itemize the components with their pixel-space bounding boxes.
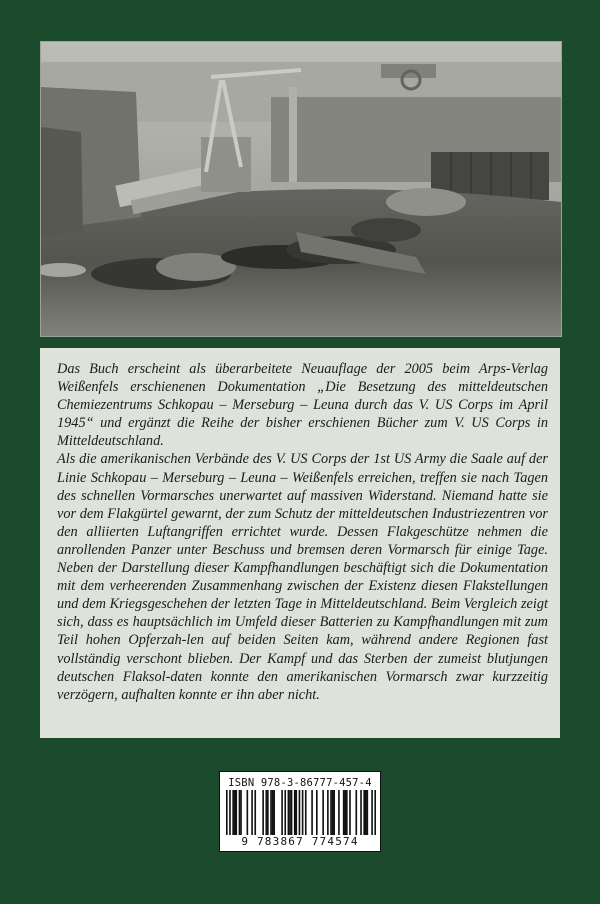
barcode-bar [251, 790, 253, 836]
barcode-bar [235, 790, 237, 836]
barcode-bar [262, 790, 264, 836]
barcode-bar [240, 790, 242, 836]
isbn-label: ISBN 978-3-86777-457-4 [228, 777, 372, 789]
barcode-bars-icon [226, 790, 376, 836]
barcode-bar [367, 790, 369, 836]
barcode-bar [295, 790, 297, 836]
barcode-bar [360, 790, 362, 836]
barcode-bar [284, 790, 286, 836]
barcode-bar [343, 790, 345, 836]
barcode-bar [299, 790, 301, 836]
barcode-bar [273, 790, 275, 836]
barcode-bar [322, 790, 324, 836]
barcode-bar [305, 790, 307, 836]
barcode-bar [363, 790, 365, 836]
barcode-bar [291, 790, 293, 836]
barcode-bar [330, 790, 332, 836]
cover-photo [40, 41, 562, 337]
blurb-panel [40, 348, 560, 738]
barcode-bar [288, 790, 290, 836]
ean-digits: 9 783867 774574 [220, 835, 380, 848]
barcode-bar [226, 790, 228, 836]
barcode-bar [332, 790, 334, 836]
barcode-bar [327, 790, 329, 836]
barcode-bar [302, 790, 304, 836]
barcode-bar [247, 790, 249, 836]
isbn-barcode [219, 771, 381, 852]
barcode-bar [371, 790, 373, 836]
barcode-bar [349, 790, 351, 836]
barcode-bar [333, 790, 335, 836]
blurb-paragraph-1: Das Buch erscheint als überarbeitete Neuauflage der 2005 beim Arps-Verlag Weißenfels erschienenen Dokumentation „Die Besetzung des mitteldeutschen Chemiezentrums Schkopau – Merseburg – Leuna durch das V. US Corps im April 1945“ und ergänzt die Reihe der bisher erschienen Bücher zum V. US Corps in Mitteldeutschland. [57, 361, 548, 450]
barcode-bar [338, 790, 340, 836]
barcode-bar [234, 790, 236, 836]
barcode-bar [265, 790, 267, 836]
barcode-bar [232, 790, 234, 836]
barcode-bar [254, 790, 256, 836]
barcode-bar [311, 790, 313, 836]
barcode-bar [267, 790, 269, 836]
barcode-bar [294, 790, 296, 836]
blurb-paragraph-2: Als die amerikanischen Verbände des V. US Corps der 1st US Army die Saale auf der Linie Schkopau – Merseburg – Leuna – Weißenfels erreichen, treffen sie nach Tagen des schnellen Vormarsches unerwartet auf massiven Widerstand. Niemand hatte sie vor dem Flakgürtel gewarnt, der zum Schutz der mitteldeutschen Industriezentren vor den alliierten Luftangriffen errichtet wurde. Dessen Flakgeschütze nehmen die anrollenden Panzer unter Beschuss und bremsen deren Vormarsch für einige Tage. Neben der Darstellung dieser Kampfhandlungen beschäftigt sich die Dokumentation mit dem verheerenden Zusammenhang zwischen der Existenz diesen Flakstellungen und dem Kriegsgeschehen der letzten Tage in Mitteldeutschland. Beim Vergleich zeigt sich, dass es hauptsächlich im Umfeld dieser Batterien zu Kampfhandlungen mit zum Teil hohen Opferzah-len auf beiden Seiten kam, während andere Regionen fast vollständig verschont blieben. Der Kampf und das Sterben der zumeist blutjungen deutschen Flaksol-daten konnte den amerikanischen Vormarsch zwar kurzzeitig verzögern, aufhalten konnte er ihn aber nicht. [57, 451, 548, 703]
barcode-bar [289, 790, 291, 836]
barcode-bar [374, 790, 376, 836]
barcode-bar [365, 790, 367, 836]
barcode-bar [355, 790, 357, 836]
barcode-bar [239, 790, 241, 836]
barcode-bar [270, 790, 272, 836]
barcode-bar [229, 790, 231, 836]
barcode-bar [344, 790, 346, 836]
barcode-bar [316, 790, 318, 836]
historical-photo-icon [41, 42, 561, 336]
barcode-bar [346, 790, 348, 836]
barcode-bar [272, 790, 274, 836]
barcode-bar [281, 790, 283, 836]
